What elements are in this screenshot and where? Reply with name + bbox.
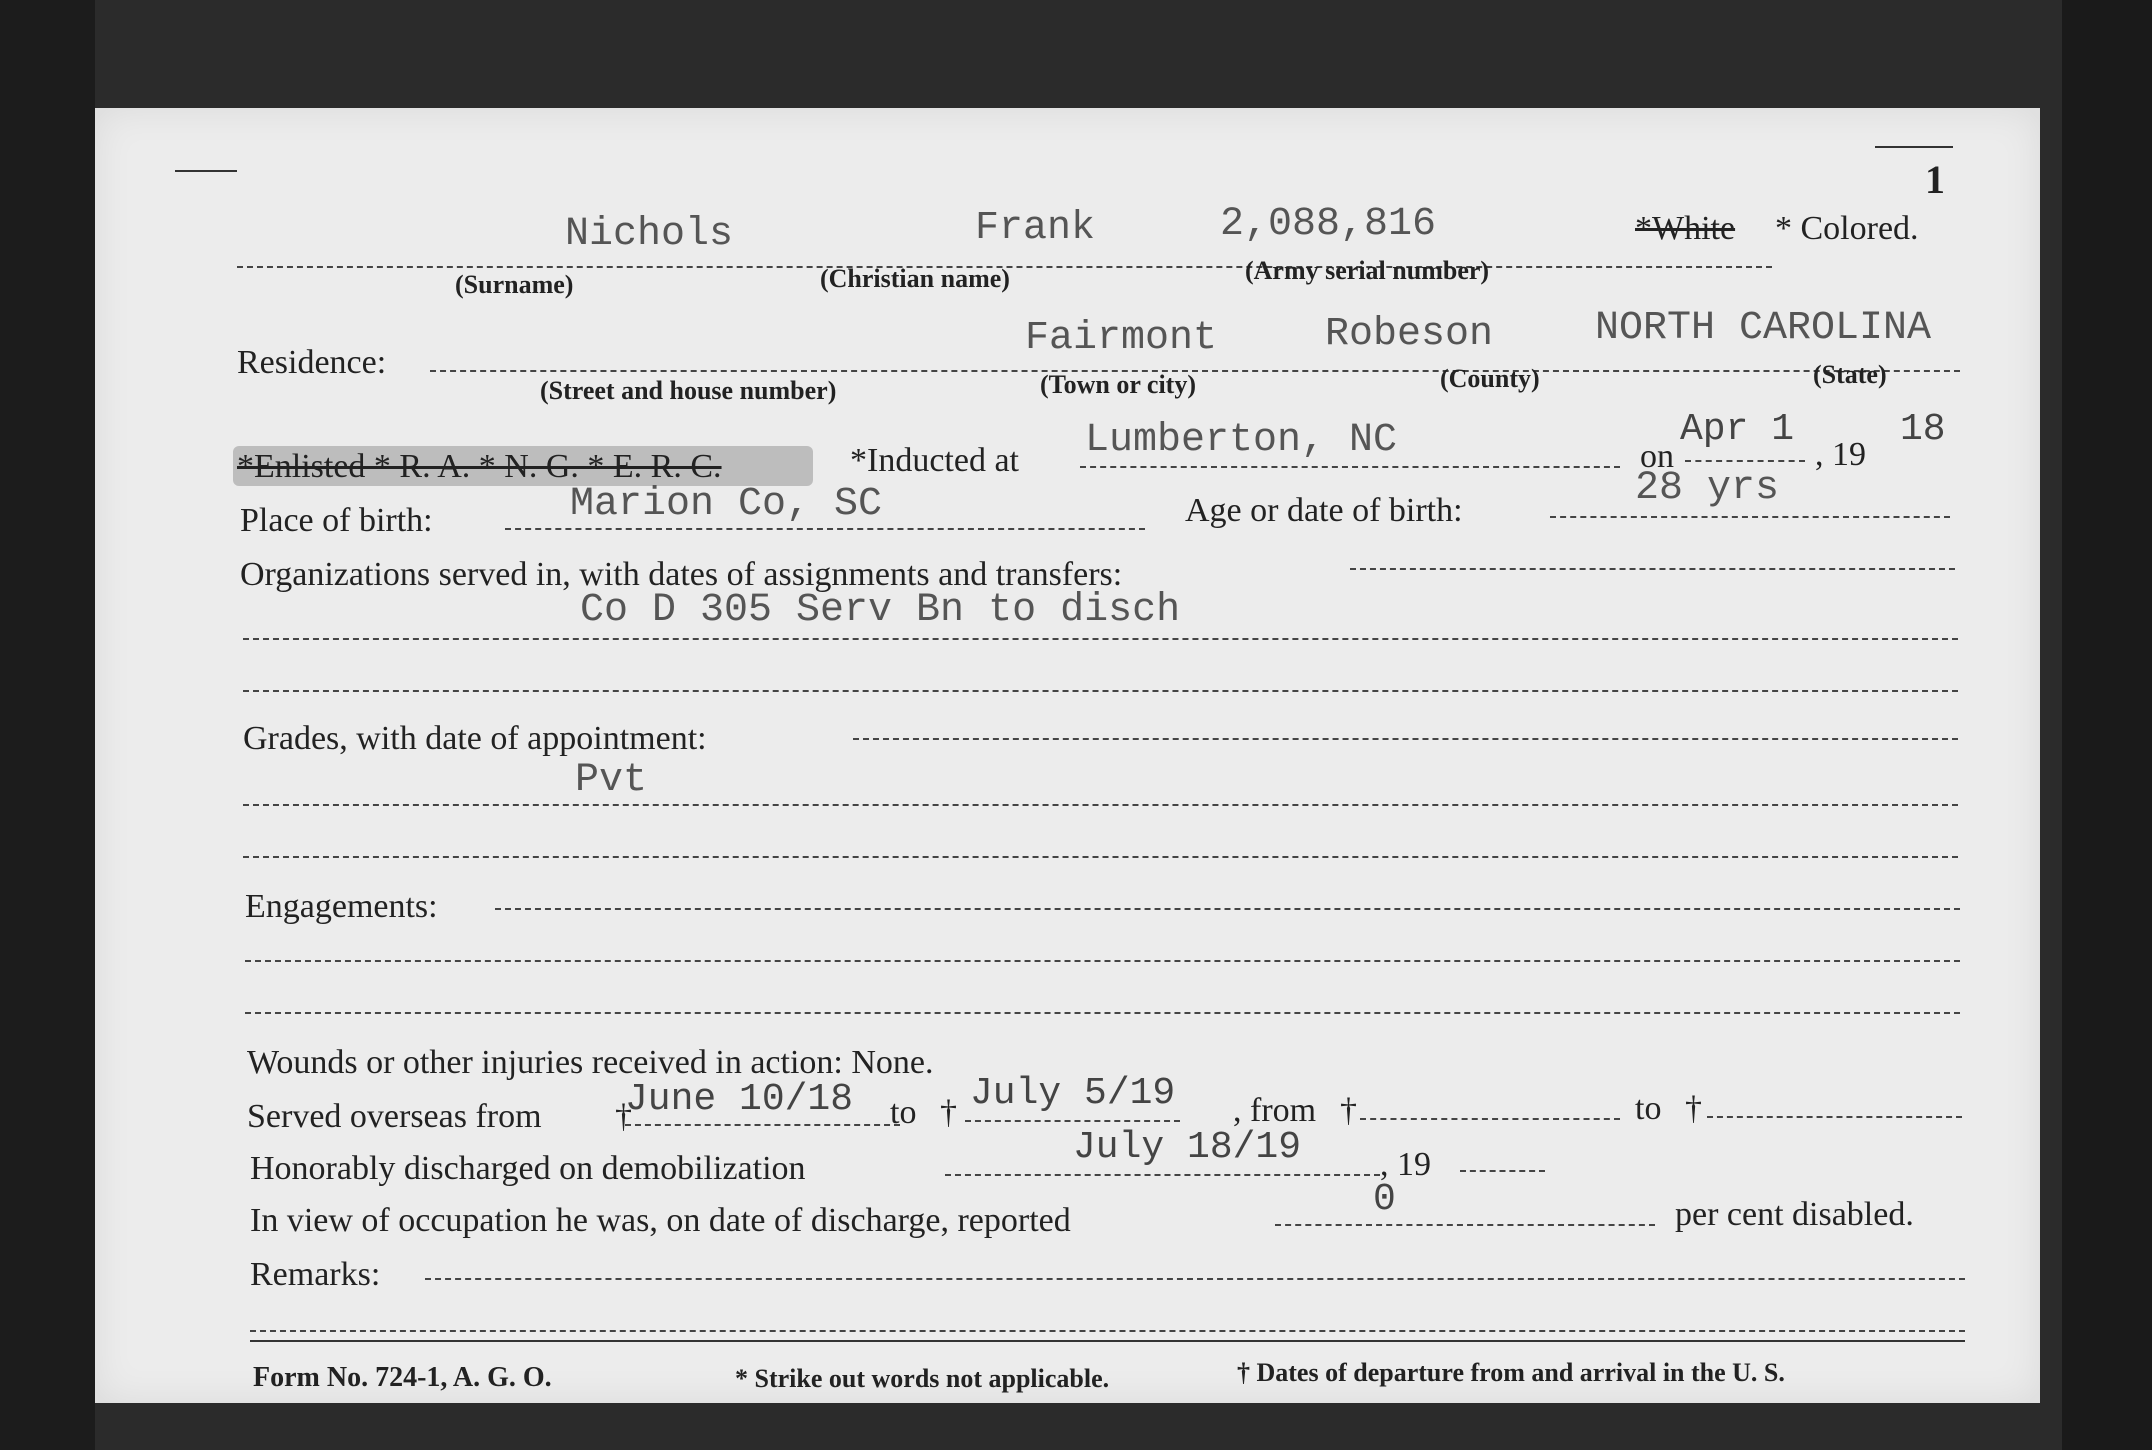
on-label: on xyxy=(1640,438,1674,475)
discharge-line xyxy=(945,1174,1380,1176)
engagements-label: Engagements: xyxy=(245,888,438,925)
county-value: Robeson xyxy=(1325,312,1494,357)
street-caption: (Street and house number) xyxy=(540,376,837,405)
organizations-label: Organizations served in, with dates of assignments and transfers: xyxy=(240,556,1123,593)
footer-rule xyxy=(250,1340,1965,1342)
overseas-from-line xyxy=(625,1124,900,1126)
form-number: Form No. 724-1, A. G. O. xyxy=(253,1362,552,1393)
dagger-3: † xyxy=(1340,1092,1357,1129)
remarks-line-2 xyxy=(250,1330,1965,1332)
overseas-from-value: June 10/18 xyxy=(625,1078,854,1121)
to-line-2 xyxy=(1707,1116,1962,1118)
engagements-line-1 xyxy=(495,908,1960,910)
from-label-2: , from xyxy=(1233,1092,1317,1129)
discharge-label: Honorably discharged on demobilization xyxy=(250,1150,806,1187)
to-label-2: to xyxy=(1635,1090,1662,1127)
wounds-text: Wounds or other injuries received in action: None. xyxy=(247,1044,934,1081)
grades-line-3 xyxy=(243,856,1958,858)
grade-value: Pvt xyxy=(575,758,648,803)
discharge-year-line xyxy=(1460,1170,1545,1172)
discharge-date-value: July 18/19 xyxy=(1073,1126,1302,1169)
residence-label: Residence: xyxy=(237,344,387,381)
scan-background-left xyxy=(0,0,95,1450)
state-value: NORTH CAROLINA xyxy=(1595,306,1932,351)
town-value: Fairmont xyxy=(1025,316,1218,361)
from-line-2 xyxy=(1360,1118,1620,1120)
grades-line-1 xyxy=(853,738,1958,740)
inducted-line xyxy=(1080,466,1620,468)
age-value: 28 yrs xyxy=(1635,466,1780,511)
year-prefix: , 19 xyxy=(1815,436,1866,473)
christian-name-value: Frank xyxy=(975,206,1096,251)
top-left-rule xyxy=(175,170,237,172)
disability-value: 0 xyxy=(1373,1178,1396,1221)
overseas-to-line xyxy=(965,1120,1180,1122)
race-white: *White xyxy=(1635,210,1736,247)
induction-year-value: 18 xyxy=(1900,408,1946,451)
age-line xyxy=(1550,516,1950,518)
serial-caption: (Army serial number) xyxy=(1245,256,1490,285)
inducted-place-value: Lumberton, NC xyxy=(1085,418,1398,463)
town-caption: (Town or city) xyxy=(1040,370,1196,399)
scan-background-right xyxy=(2062,0,2152,1450)
organizations-line-2 xyxy=(243,638,1958,640)
service-record-card xyxy=(95,108,2040,1403)
strike-note: * Strike out words not applicable. xyxy=(735,1364,1110,1393)
disability-label: In view of occupation he was, on date of discharge, reported xyxy=(250,1202,1071,1239)
overseas-to-label: to xyxy=(890,1094,917,1131)
county-caption: (County) xyxy=(1440,364,1540,393)
grades-line-2 xyxy=(243,804,1958,806)
disability-line xyxy=(1275,1224,1655,1226)
surname-caption: (Surname) xyxy=(455,270,574,299)
overseas-label: Served overseas from xyxy=(247,1098,542,1135)
remarks-label: Remarks: xyxy=(250,1256,381,1293)
discharge-year-prefix: , 19 xyxy=(1380,1146,1431,1183)
top-right-rule xyxy=(1875,146,1953,148)
state-caption: (State) xyxy=(1813,360,1887,389)
dagger-1: † xyxy=(615,1098,632,1135)
remarks-line-1 xyxy=(425,1278,1965,1280)
engagements-line-3 xyxy=(245,1012,1960,1014)
enlistment-options: *Enlisted * R. A. * N. G. * E. R. C. xyxy=(237,448,722,485)
race-colored: * Colored. xyxy=(1775,210,1919,247)
serial-number-value: 2,088,816 xyxy=(1220,202,1437,247)
birthplace-line xyxy=(505,528,1145,530)
card-number: 1 xyxy=(1925,157,1945,202)
dagger-4: † xyxy=(1685,1090,1702,1127)
birthplace-label: Place of birth: xyxy=(240,502,433,539)
organizations-line-3 xyxy=(243,690,1958,692)
disability-suffix: per cent disabled. xyxy=(1675,1196,1914,1233)
birthplace-value: Marion Co, SC xyxy=(570,482,883,527)
christian-name-caption: (Christian name) xyxy=(820,264,1010,293)
induction-date-line xyxy=(1685,460,1805,462)
dates-note: † Dates of departure from and arrival in the U. S. xyxy=(1237,1358,1785,1387)
engagements-line-2 xyxy=(245,960,1960,962)
dagger-2: † xyxy=(940,1094,957,1131)
age-label: Age or date of birth: xyxy=(1185,492,1463,529)
organizations-line-1 xyxy=(1350,568,1955,570)
overseas-to-value: July 5/19 xyxy=(970,1072,1176,1115)
organizations-value: Co D 305 Serv Bn to disch xyxy=(580,588,1181,633)
inducted-label: *Inducted at xyxy=(850,442,1019,479)
induction-date-value: Apr 1 xyxy=(1680,408,1795,451)
grades-label: Grades, with date of appointment: xyxy=(243,720,707,757)
surname-value: Nichols xyxy=(565,212,734,257)
